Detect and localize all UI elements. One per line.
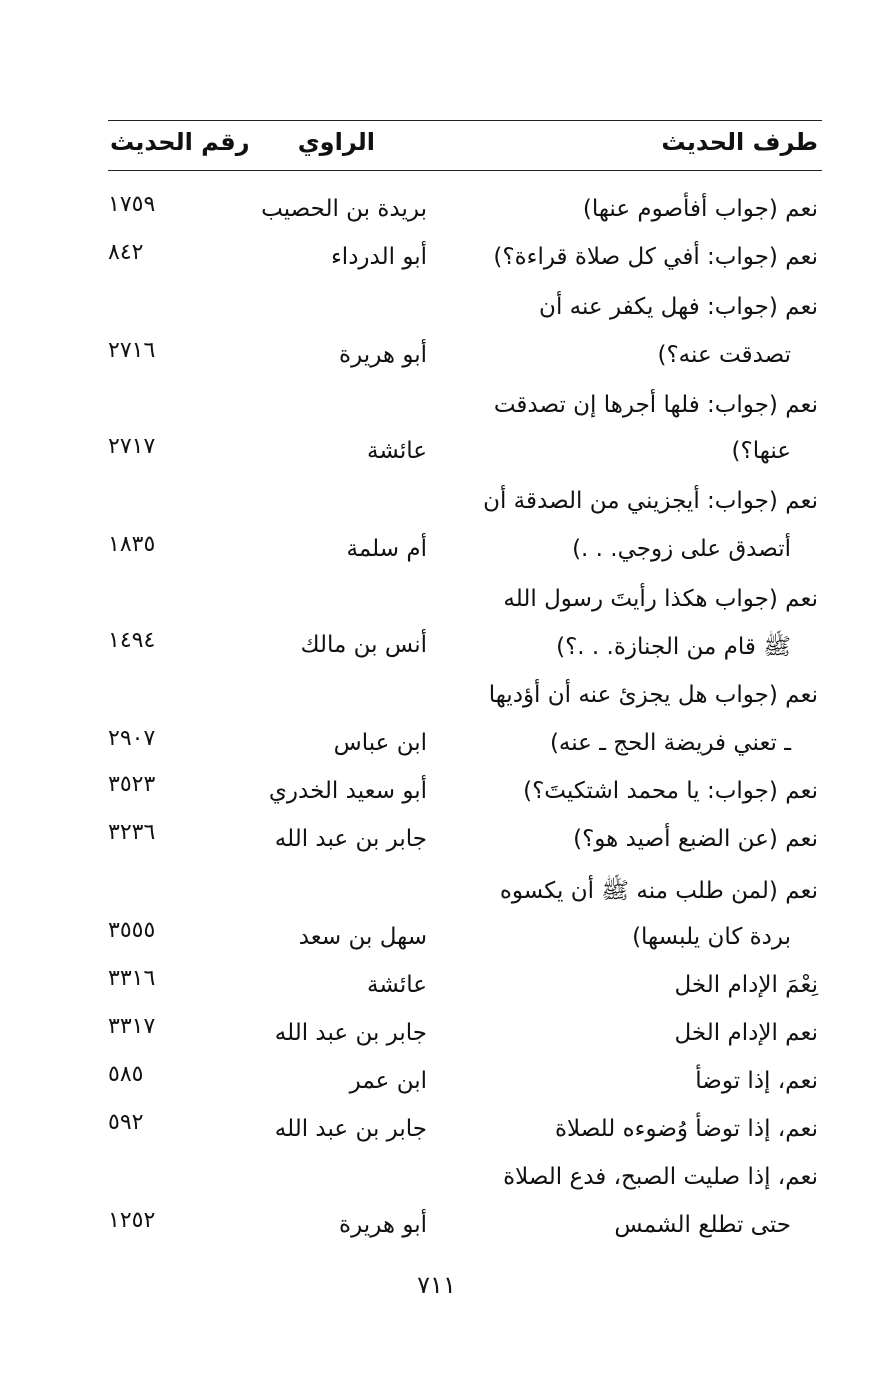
narrator: جابر بن عبد الله (274, 1116, 427, 1142)
hadith-number: ٣٥٢٣ (108, 772, 156, 797)
hadith-text: نعم، إذا صليت الصبح، فدع الصلاة (503, 1164, 818, 1190)
narrator: أبو الدرداء (330, 244, 427, 270)
hadith-text-continued: ـ تعني فريضة الحج ـ عنه) (549, 730, 791, 756)
hadith-number: ٣٣١٦ (108, 966, 156, 991)
narrator: ابن عمر (349, 1068, 427, 1094)
hadith-text: نعم الإدام الخل (674, 1020, 818, 1046)
hadith-text: نعم (عن الضبع أصيد هو؟) (573, 826, 818, 852)
narrator: عائشة (367, 972, 427, 998)
hadith-text: نعم (جواب: أفي كل صلاة قراءة؟) (493, 244, 818, 270)
hadith-text-continued: عنها؟) (731, 438, 791, 464)
hadith-text: نعم (جواب: يا محمد اشتكيتَ؟) (523, 778, 818, 804)
narrator: أم سلمة (346, 536, 427, 562)
narrator: أنس بن مالك (300, 632, 427, 658)
hadith-text: نعم، إذا توضأ (695, 1068, 818, 1094)
hadith-text: نعم، إذا توضأ وُضوءه للصلاة (554, 1116, 818, 1142)
hadith-number: ١٧٥٩ (108, 192, 156, 217)
narrator: سهل بن سعد (298, 924, 427, 950)
hadith-text: نِعْمَ الإدام الخل (674, 972, 818, 998)
hadith-number: ٢٩٠٧ (108, 726, 156, 751)
header-number: رقم الحديث (110, 128, 250, 156)
hadith-text: نعم (جواب: فلها أجرها إن تصدقت (493, 392, 818, 418)
page-number: ٧١١ (417, 1271, 456, 1299)
header-narrator: الراوي (297, 128, 375, 156)
hadith-text: نعم (جواب أفأصوم عنها) (582, 196, 818, 222)
hadith-number: ٣٢٣٦ (108, 820, 156, 845)
narrator: أبو سعيد الخدري (268, 778, 427, 804)
header-hadith: طرف الحديث (661, 128, 818, 156)
hadith-text-continued: بردة كان يلبسها) (632, 924, 791, 950)
hadith-number: ١٢٥٢ (108, 1208, 156, 1233)
hadith-text: نعم (جواب هل يجزئ عنه أن أؤديها (488, 682, 818, 708)
hadith-text: نعم (لمن طلب منه ﷺ أن يكسوه (499, 878, 818, 904)
hadith-text-continued: أتصدق على زوجي. . .) (572, 536, 791, 562)
hadith-text-continued: ﷺ قام من الجنازة. . .؟) (556, 634, 791, 660)
hadith-number: ٥٩٢ (108, 1110, 144, 1135)
narrator: أبو هريرة (339, 342, 427, 368)
hadith-number: ٢٧١٧ (108, 434, 156, 459)
narrator: جابر بن عبد الله (274, 1020, 427, 1046)
narrator: بريدة بن الحصيب (261, 196, 427, 222)
narrator: جابر بن عبد الله (274, 826, 427, 852)
hadith-text: نعم (جواب هكذا رأيتَ رسول الله (503, 586, 818, 612)
hadith-text: نعم (جواب: أيجزيني من الصدقة أن (483, 488, 818, 514)
hadith-number: ٢٧١٦ (108, 338, 156, 363)
hadith-number: ١٨٣٥ (108, 532, 156, 557)
narrator: أبو هريرة (339, 1212, 427, 1238)
hadith-number: ١٤٩٤ (108, 628, 156, 653)
hadith-number: ٨٤٢ (108, 240, 144, 265)
hadith-number: ٣٥٥٥ (108, 918, 156, 943)
hadith-number: ٣٣١٧ (108, 1014, 156, 1039)
narrator: عائشة (367, 438, 427, 464)
hadith-number: ٥٨٥ (108, 1062, 144, 1087)
hadith-text-continued: حتى تطلع الشمس (614, 1212, 791, 1238)
narrator: ابن عباس (333, 730, 427, 756)
hadith-text: نعم (جواب: فهل يكفر عنه أن (539, 294, 818, 320)
hadith-text-continued: تصدقت عنه؟) (657, 342, 791, 368)
